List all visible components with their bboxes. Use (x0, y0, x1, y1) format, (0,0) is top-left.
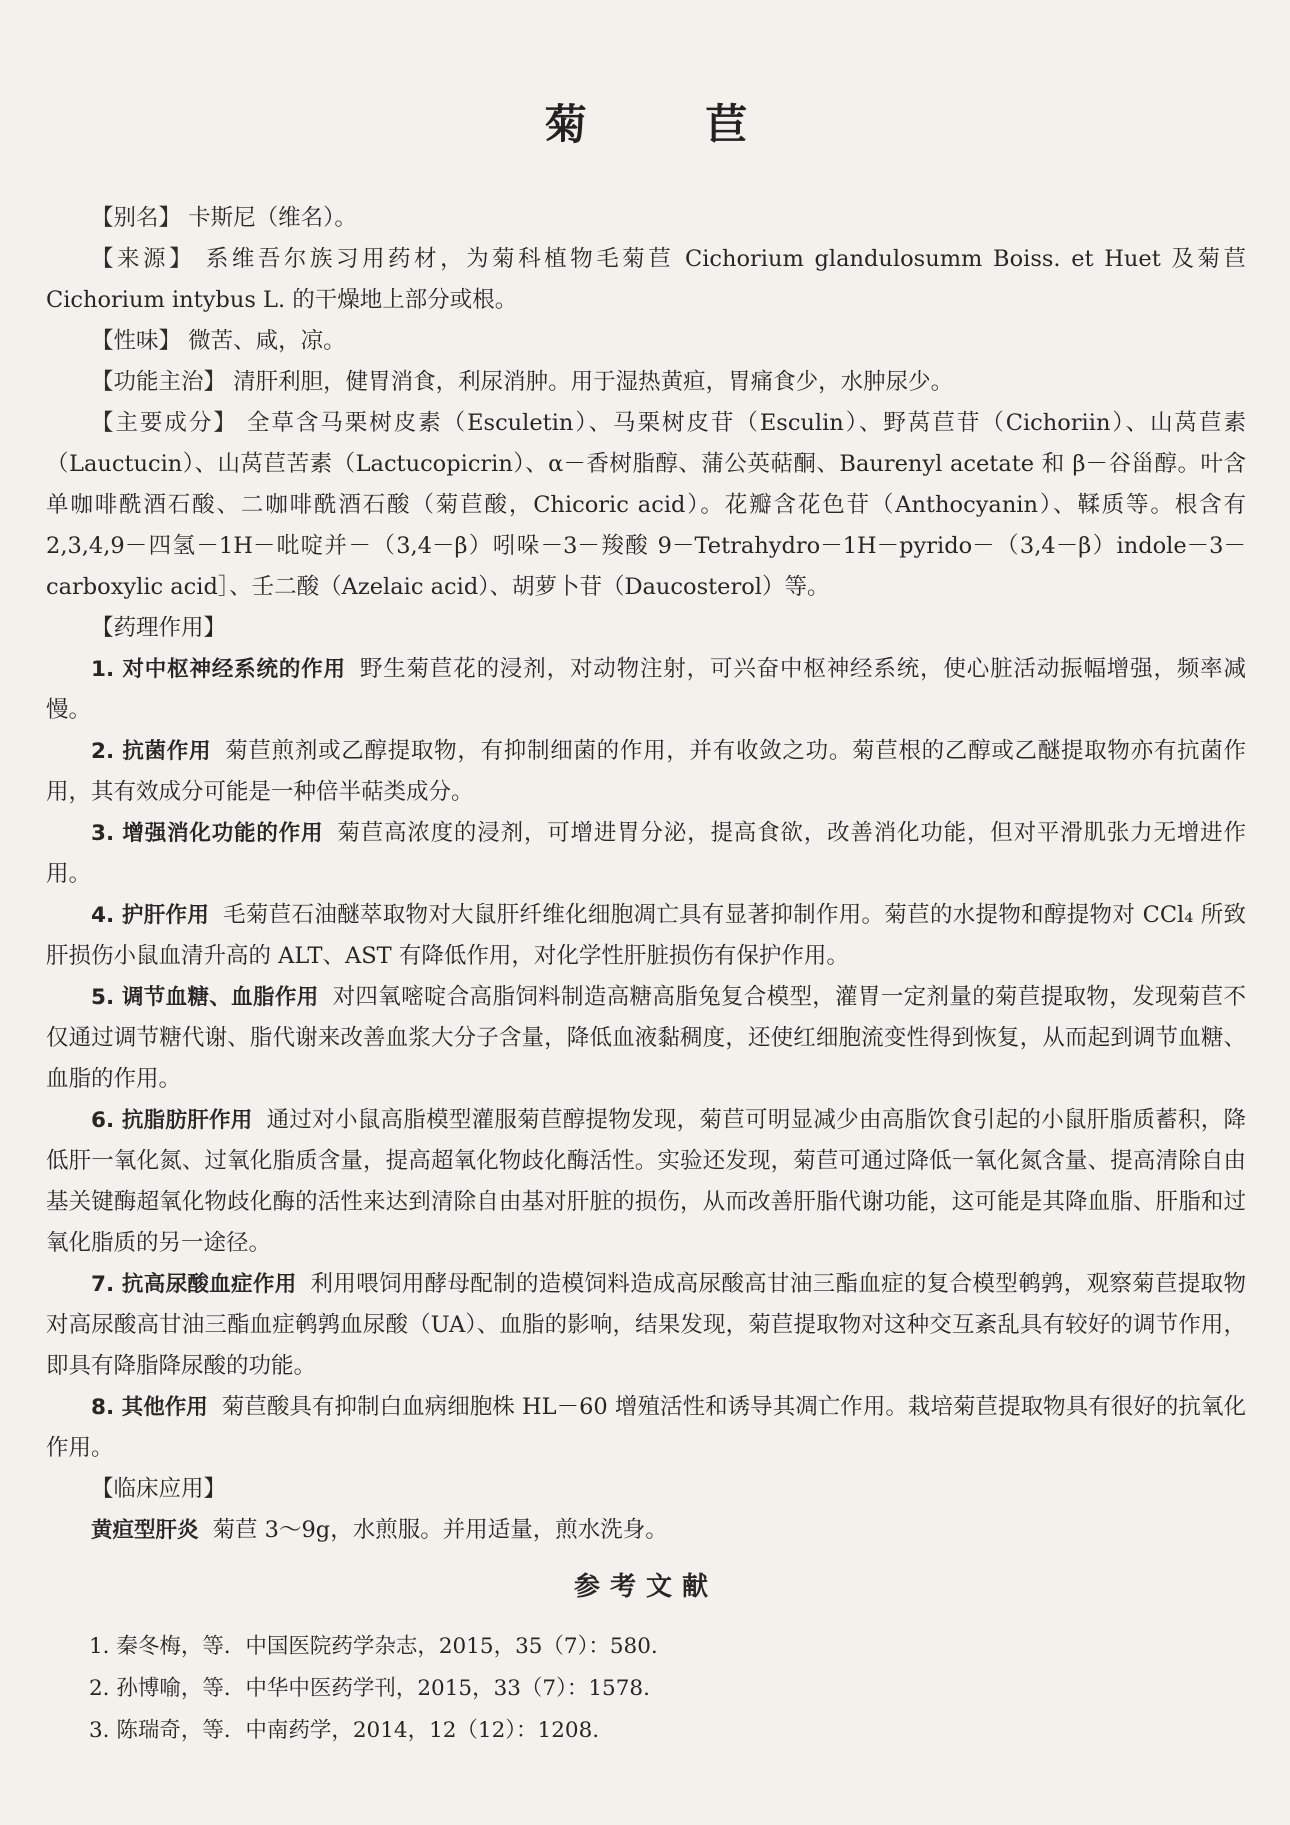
pharmacology-item-heading: 4. 护肝作用 (91, 903, 210, 928)
pharmacology-item-heading: 7. 抗高尿酸血症作用 (91, 1272, 297, 1297)
pharmacology-item (46, 813, 1246, 895)
nature-paragraph (46, 321, 1246, 362)
pharmacology-item (46, 1264, 1246, 1387)
page-title: 菊 苣 (544, 100, 800, 149)
pharmacology-item-text: 菊苣煎剂或乙醇提取物，有抑制细菌的作用，并有收敛之功。菊苣根的乙醇或乙醚提取物亦有抗菌作用，其有效成分可能是一种倍半萜类成分。 (46, 738, 1246, 805)
pharmacology-item (46, 649, 1246, 731)
pharmacology-item (46, 731, 1246, 813)
reference-item: 3. 陈瑞奇，等．中南药学，2014，12（12）：1208. (89, 1718, 600, 1743)
components-tag: 【主要成分】 (91, 410, 238, 436)
alias-text: 卡斯尼（维名）。 (188, 205, 357, 231)
clinical-item-name: 黄疸型肝炎 (91, 1518, 199, 1543)
function-tag: 【功能主治】 (91, 369, 227, 395)
components-text: 全草含马栗树皮素（Esculetin）、马栗树皮苷（Esculin）、野莴苣苷（Cichoriin）、山莴苣素（Lauctucin）、山莴苣苦素（Lactucopicrin）、α－香树脂醇、蒲公英萜酮、Baurenyl acetate 和 β－谷甾醇。叶含单咖啡酰酒石酸、二咖啡酰酒石酸（菊苣酸，Chicoric acid）。花瓣含花色苷（Anthocyanin）、鞣质等。根含有 2,3,4,9－四氢－1H－吡啶并－（3,4－β）吲哚－3－羧酸 9－Tetrahydro－1H－pyrido－（3,4－β）indole－3－carboxylic acid］、壬二酸（Azelaic acid）、胡萝卜苷（Daucosterol）等。 (46, 410, 1246, 600)
pharmacology-item (46, 1387, 1246, 1469)
clinical-item (46, 1510, 1246, 1551)
pharmacology-item-heading: 1. 对中枢神经系统的作用 (91, 657, 346, 682)
alias-tag: 【别名】 (91, 205, 182, 231)
pharmacology-item-text: 通过对小鼠高脂模型灌服菊苣醇提物发现，菊苣可明显减少由高脂饮食引起的小鼠肝脂质蓄积，降低肝一氧化氮、过氧化脂质含量，提高超氧化物歧化酶活性。实验还发现，菊苣可通过降低一氧化氮含量、提高清除自由基关键酶超氧化物歧化酶的活性来达到清除自由基对肝脏的损伤，从而改善肝脂代谢功能，这可能是其降血脂、肝脂和过氧化脂质的另一途径。 (46, 1107, 1246, 1256)
monograph-body (46, 198, 1246, 1752)
clinical-heading: 【临床应用】 (91, 1476, 227, 1502)
pharmacology-item-text: 对四氧嘧啶合高脂饲料制造高糖高脂兔复合模型，灌胃一定剂量的菊苣提取物，发现菊苣不仅通过调节糖代谢、脂代谢来改善血浆大分子含量，降低血液黏稠度，还使红细胞流变性得到恢复，从而起到调节血糖、血脂的作用。 (46, 984, 1246, 1092)
alias-paragraph (46, 198, 1246, 239)
nature-text: 微苦、咸，凉。 (188, 328, 346, 354)
source-paragraph (46, 239, 1246, 321)
pharmacology-item (46, 977, 1246, 1100)
references-title: 参考文献 (573, 1572, 718, 1602)
clinical-item-text: 菊苣 3～9g，水煎服。并用适量，煎水洗身。 (212, 1517, 668, 1543)
pharmacology-heading: 【药理作用】 (91, 615, 227, 641)
nature-tag: 【性味】 (91, 328, 182, 354)
reference-item: 2. 孙博喻，等．中华中医药学刊，2015，33（7）：1578. (89, 1676, 650, 1701)
source-text: 系维吾尔族习用药材，为菊科植物毛菊苣 Cichorium glandulosumm Boiss. et Huet 及菊苣 Cichorium intybus L. 的干燥地上部分或根。 (46, 246, 1246, 313)
pharmacology-item (46, 895, 1246, 977)
pharmacology-item-heading: 2. 抗菌作用 (91, 739, 212, 764)
pharmacology-item-text: 利用喂饲用酵母配制的造模饲料造成高尿酸高甘油三酯血症的复合模型鹌鹑，观察菊苣提取物对高尿酸高甘油三酯血症鹌鹑血尿酸（UA）、血脂的影响，结果发现，菊苣提取物对这种交互紊乱具有较好的调节作用，即具有降脂降尿酸的功能。 (46, 1271, 1246, 1379)
components-paragraph (46, 403, 1246, 608)
source-tag: 【来源】 (91, 246, 196, 272)
pharmacology-item-text: 菊苣高浓度的浸剂，可增进胃分泌，提高食欲，改善消化功能，但对平滑肌张力无增进作用。 (46, 820, 1246, 887)
pharmacology-item-heading: 3. 增强消化功能的作用 (91, 821, 324, 846)
reference-item: 1. 秦冬梅，等．中国医院药学杂志，2015，35（7）：580. (89, 1634, 658, 1659)
document-page (46, 0, 1246, 1825)
pharmacology-item (46, 1100, 1246, 1264)
references-list (46, 1626, 1246, 1752)
pharmacology-item-heading: 8. 其他作用 (91, 1395, 208, 1420)
function-text: 清肝利胆，健胃消食，利尿消肿。用于湿热黄疸，胃痛食少，水肿尿少。 (233, 369, 954, 395)
pharmacology-item-text: 毛菊苣石油醚萃取物对大鼠肝纤维化细胞凋亡具有显著抑制作用。菊苣的水提物和醇提物对 CCl₄ 所致肝损伤小鼠血清升高的 ALT、AST 有降低作用，对化学性肝脏损伤有保护作用。 (46, 902, 1246, 969)
pharmacology-item-text: 菊苣酸具有抑制白血病细胞株 HL－60 增殖活性和诱导其凋亡作用。栽培菊苣提取物具有很好的抗氧化作用。 (46, 1394, 1246, 1461)
function-paragraph (46, 362, 1246, 403)
pharmacology-item-heading: 6. 抗脂肪肝作用 (91, 1108, 253, 1133)
pharmacology-item-heading: 5. 调节血糖、血脂作用 (91, 985, 319, 1010)
pharmacology-item-text: 野生菊苣花的浸剂，对动物注射，可兴奋中枢神经系统，使心脏活动振幅增强，频率减慢。 (46, 656, 1246, 723)
